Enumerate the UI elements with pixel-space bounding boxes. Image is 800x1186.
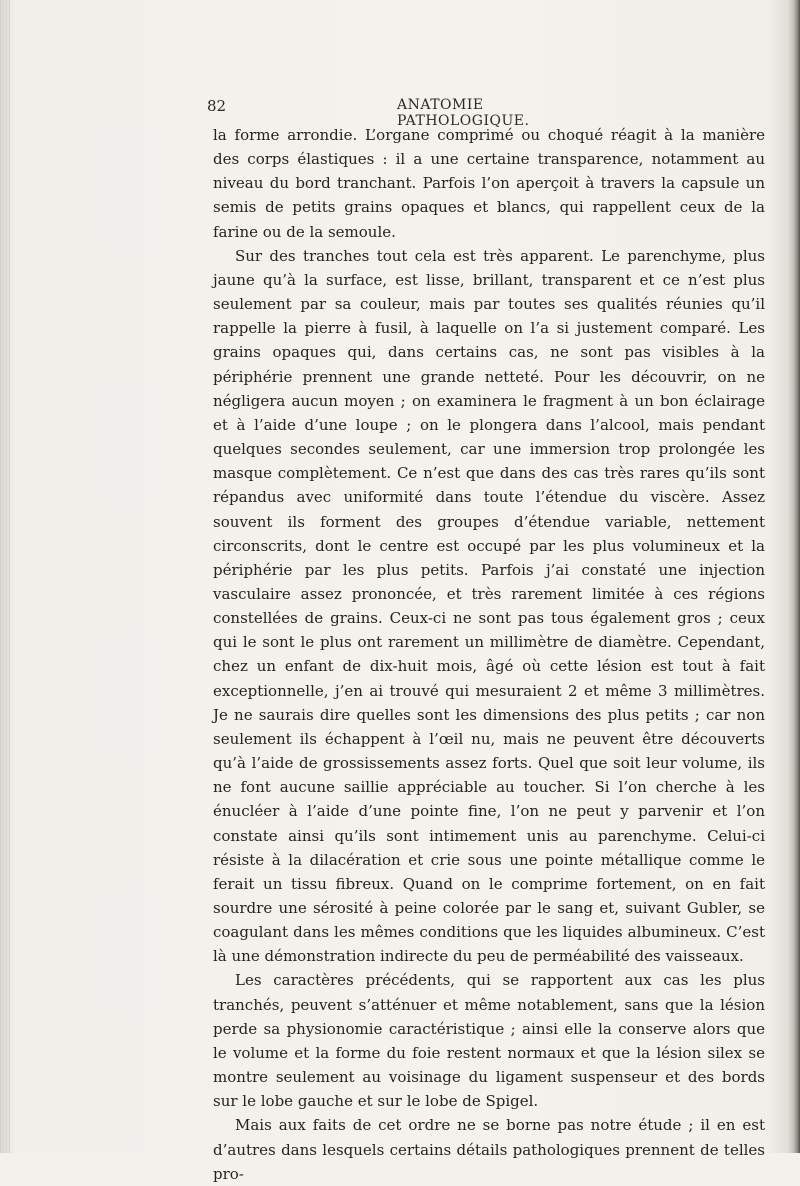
page-header	[207, 97, 607, 129]
paragraph-3: Les caractères précédents, qui se rapportent aux cas les plus tranchés, peuvent s’atténuer et même notablement, sans que la lésion perde sa physionomie caractéristique ; ainsi elle la conserve alors que le volume et la forme du foie restent normaux et que la lésion silex se montre seulement au voisinage du ligament suspenseur et des bords sur le lobe gauche et sur le lobe de Spigel.	[213, 971, 765, 1111]
body-text	[213, 123, 765, 1186]
running-title: ANATOMIE PATHOLOGIQUE.	[397, 97, 530, 129]
page-right-edge-shadow	[788, 0, 800, 1153]
paragraph-4: Mais aux faits de cet ordre ne se borne pas notre étude ; il en est d’autres dans lesquels certains détails pathologiques prennent de telles pro-	[213, 1116, 765, 1183]
page-number: 82	[207, 97, 227, 115]
paragraph-1: la forme arrondie. L’organe comprimé ou choqué réagit à la manière des corps élastiques : il a une certaine transparence, notamment au niveau du bord tranchant. Parfois l’on aperçoit à travers la capsule un semis de petits grains opaques et blancs, qui rappellent ceux de la farine ou de la semoule.	[213, 126, 765, 241]
page-binding-edge	[0, 0, 10, 1153]
paragraph-2: Sur des tranches tout cela est très apparent. Le parenchyme, plus jaune qu’à la surface, est lisse, brillant, transparent et ce n’est plus seulement par sa couleur, mais par toutes ses qualités réunies qu’il rappelle la pierre à fusil, à laquelle on l’a si justement comparé. Les grains opaques qui, dans certains cas, ne sont pas visibles à la périphérie prennent une grande netteté. Pour les découvrir, on ne négligera aucun moyen ; on examinera le fragment à un bon éclairage et à l’aide d’une loupe ; on le plongera dans l’alcool, mais pendant quelques secondes seulement, car une immersion trop prolongée les masque complètement. Ce n’est que dans des cas très rares qu’ils sont répandus avec uniformité dans toute l’étendue du viscère. Assez souvent ils forment des groupes d’étendue variable, nettement circonscrits, dont le centre est occupé par les plus volumineux et la périphérie par les plus petits. Parfois j’ai constaté une injection vasculaire assez prononcée, et très rarement limitée à ces régions constellées de grains. Ceux-ci ne sont pas tous également gros ; ceux qui le sont le plus ont rarement un millimètre de diamètre. Cependant, chez un enfant de dix-huit mois, âgé où cette lésion est tout à fait exceptionnelle, j’en ai trouvé qui mesuraient 2 et même 3 millimètres. Je ne saurais dire quelles sont les dimensions des plus petits ; car non seulement ils échappent à l’œil nu, mais ne peuvent être découverts qu’à l’aide de grossissements assez forts. Quel que soit leur volume, ils ne font aucune saillie appréciable au toucher. Si l’on cherche à les énucléer à l’aide d’une pointe fine, l’on ne peut y parvenir et l’on constate ainsi qu’ils sont intimement unis au parenchyme. Celui-ci résiste à la dilacération et crie sous une pointe métallique comme le ferait un tissu fibreux. Quand on le comprime fortement, on en fait sourdre une sérosité à peine colorée par le sang et, suivant Gubler, se coagulant dans les mêmes conditions que les liquides albumineux. C’est là une démonstration indirecte du peu de perméabilité des vaisseaux.	[213, 246, 765, 966]
